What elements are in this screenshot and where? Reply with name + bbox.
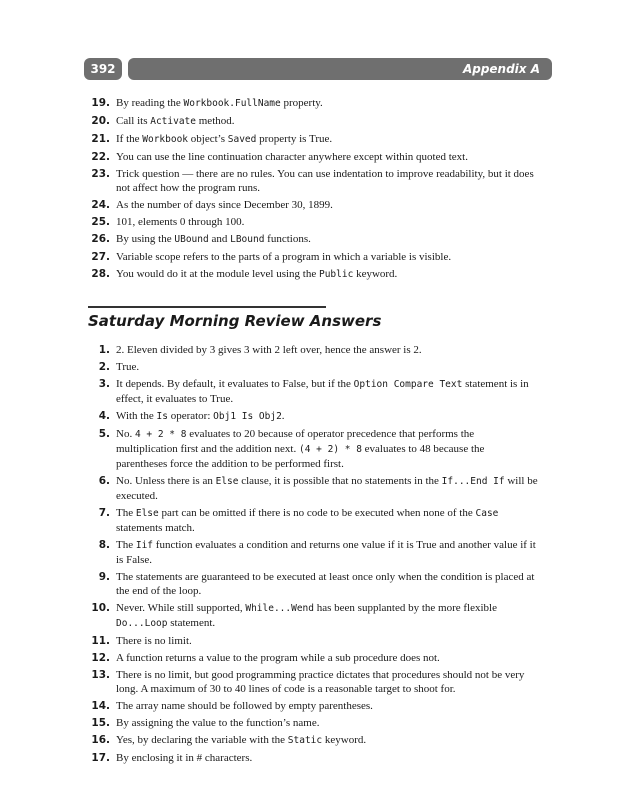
code-term: Else: [135, 508, 159, 519]
section-divider: [88, 306, 326, 308]
answer-item: [88, 716, 538, 730]
answer-text-segment: statement.: [167, 617, 216, 629]
answer-text: [116, 475, 538, 502]
answer-number: 27.: [91, 251, 110, 263]
answer-item: [88, 668, 538, 696]
answer-text-segment: You would do it at the module level using the: [116, 268, 319, 280]
answer-item: [88, 343, 538, 357]
answer-text: [116, 428, 484, 470]
answer-item: [88, 474, 538, 503]
answer-text: [116, 700, 373, 712]
answer-text-segment: There is no limit.: [116, 635, 192, 647]
answer-item: [88, 198, 538, 212]
answer-text-segment: evaluates to 20 because of operator precedence that performs the multiplication first and the addition next.: [116, 428, 475, 455]
answer-text: [116, 268, 397, 280]
answer-text-segment: The array name should be followed by empty parentheses.: [116, 700, 373, 712]
answer-text-segment: property is True.: [256, 133, 333, 145]
code-term: Do...Loop: [116, 618, 168, 629]
answer-text: [116, 734, 366, 746]
answer-text-segment: Yes, by declaring the variable with the: [116, 734, 288, 746]
answer-text-segment: clause, it is possible that no statements in the: [238, 475, 442, 487]
answer-item: [88, 215, 538, 229]
answer-item: [88, 699, 538, 713]
answer-number: 26.: [91, 233, 110, 245]
answer-number: 13.: [91, 669, 110, 681]
answer-number: 21.: [91, 133, 110, 145]
answer-text-segment: By reading the: [116, 97, 184, 109]
answer-text-segment: There is no limit, but good programming practice dictates that procedures should not be very long. A maximum of 30 to 40 lines of code is a reasonable target to shoot for.: [116, 669, 525, 695]
answer-number: 3.: [98, 378, 110, 390]
code-term: Obj1 Is Obj2: [213, 411, 282, 422]
answer-number: 7.: [98, 507, 110, 519]
code-term: (4 + 2) * 8: [299, 444, 362, 455]
answer-text-segment: object’s: [188, 133, 228, 145]
code-term: Iif: [135, 540, 154, 551]
answer-text: [116, 652, 440, 664]
answer-item: [88, 360, 538, 374]
answer-text-segment: As the number of days since December 30, 1899.: [116, 199, 333, 211]
answer-text: [116, 168, 534, 194]
answer-text: [116, 361, 139, 373]
answer-text-segment: will be executed.: [116, 475, 538, 502]
answer-number: 25.: [91, 216, 110, 228]
answer-text-segment: statement is in effect, it evaluates to True.: [116, 378, 529, 405]
answer-text-segment: part can be omitted if there is no code to be executed when none of the: [158, 507, 476, 519]
answer-text-segment: evaluates to 48 because the parentheses force the addition to be performed first.: [116, 443, 485, 470]
answer-item: [88, 132, 538, 147]
answer-item: [88, 733, 538, 748]
answer-item: [88, 538, 538, 567]
answer-text: [116, 669, 524, 695]
answer-text-segment: The statements are guaranteed to be executed at least once only when the condition is placed at the end of the loop.: [116, 571, 535, 597]
code-term: Saved: [227, 134, 257, 145]
answer-text: [116, 635, 192, 647]
answer-text-segment: 101, elements 0 through 100.: [116, 216, 245, 228]
answer-text: [116, 115, 235, 127]
answer-number: 9.: [98, 571, 110, 583]
answer-text-segment: It depends. By default, it evaluates to False, but if the: [116, 378, 354, 390]
answer-text-segment: Trick question — there are no rules. You can use indentation to improve readability, but it does not affect how the program runs.: [116, 168, 534, 194]
answer-number: 12.: [91, 652, 110, 664]
answer-item: [88, 167, 538, 195]
code-term: 4 + 2 * 8: [134, 429, 187, 440]
answer-number: 10.: [91, 602, 110, 614]
answer-text-segment: A function returns a value to the program while a sub procedure does not.: [116, 652, 440, 664]
answer-item: [88, 150, 538, 164]
answer-text: [116, 717, 319, 729]
answer-text: [116, 602, 497, 629]
answer-text: [116, 151, 468, 163]
answer-item: [88, 250, 538, 264]
answer-text-segment: statements match.: [116, 522, 195, 534]
answer-number: 8.: [98, 539, 110, 551]
answer-text-segment: True.: [116, 361, 140, 373]
answer-number: 5.: [98, 428, 110, 440]
answer-text-segment: You can use the line continuation character anywhere except within quoted text.: [116, 151, 468, 163]
code-term: If...End If: [441, 476, 505, 487]
answer-text-segment: operator:: [167, 410, 214, 422]
answer-number: 2.: [98, 361, 110, 373]
section-title: Saturday Morning Review Answers: [88, 312, 382, 330]
code-term: Case: [475, 508, 499, 519]
chapter-title: Appendix A: [128, 58, 552, 80]
answer-number: 20.: [91, 115, 110, 127]
answer-text-segment: has been supplanted by the more flexible: [313, 602, 497, 614]
answer-text-segment: No.: [116, 428, 135, 440]
answer-text: [116, 233, 311, 245]
answer-number: 11.: [91, 635, 110, 647]
answer-text-segment: Variable scope refers to the parts of a program in which a variable is visible.: [116, 251, 452, 263]
answer-list-1: [88, 96, 538, 285]
code-term: LBound: [230, 234, 265, 245]
answer-text-segment: The: [116, 539, 136, 551]
answer-list-2: [88, 343, 538, 768]
answer-text-segment: The: [116, 507, 136, 519]
code-term: Workbook.FullName: [183, 98, 281, 109]
answer-text-segment: method.: [196, 115, 235, 127]
answer-text: [116, 507, 498, 534]
answer-text-segment: With the: [116, 410, 157, 422]
answer-text: [116, 539, 536, 566]
answer-text-segment: Call its: [116, 115, 151, 127]
code-term: Is: [156, 411, 168, 422]
answer-text-segment: By assigning the value to the function’s name.: [116, 717, 320, 729]
answer-text: [116, 410, 285, 422]
answer-item: [88, 751, 538, 765]
answer-text: [116, 752, 252, 764]
answer-number: 1.: [98, 344, 110, 356]
answer-text-segment: 2. Eleven divided by 3 gives 3 with 2 left over, hence the answer is 2.: [116, 344, 422, 356]
answer-number: 19.: [91, 97, 110, 109]
answer-number: 28.: [91, 268, 110, 280]
answer-number: 23.: [91, 168, 110, 180]
answer-item: [88, 96, 538, 111]
answer-number: 14.: [91, 700, 110, 712]
page-header: [84, 58, 552, 80]
answer-number: 16.: [91, 734, 110, 746]
answer-item: [88, 427, 538, 471]
answer-text: [116, 251, 451, 263]
code-term: Workbook: [142, 134, 189, 145]
answer-item: [88, 377, 538, 406]
code-term: Else: [215, 476, 239, 487]
code-term: Static: [287, 735, 323, 746]
answer-text: [116, 97, 323, 109]
answer-number: 17.: [91, 752, 110, 764]
code-term: Public: [318, 269, 354, 280]
answer-item: [88, 651, 538, 665]
answer-text: [116, 571, 534, 597]
answer-text-segment: and: [208, 233, 231, 245]
answer-text-segment: keyword.: [322, 734, 367, 746]
answer-text-segment: By enclosing it in # characters.: [116, 752, 253, 764]
code-term: While...Wend: [245, 603, 314, 614]
page-number: 392: [84, 58, 122, 80]
code-term: Activate: [150, 116, 196, 127]
answer-item: [88, 409, 538, 424]
answer-item: [88, 114, 538, 129]
answer-item: [88, 634, 538, 648]
answer-text-segment: No. Unless there is an: [116, 475, 216, 487]
answer-text: [116, 216, 244, 228]
answer-text-segment: If the: [116, 133, 143, 145]
answer-text-segment: function evaluates a condition and returns one value if it is True and another value if it is False.: [116, 539, 536, 566]
answer-text-segment: property.: [280, 97, 323, 109]
answer-text: [116, 199, 333, 211]
answer-number: 15.: [91, 717, 110, 729]
code-term: UBound: [174, 234, 209, 245]
answer-number: 24.: [91, 199, 110, 211]
answer-text-segment: .: [281, 410, 285, 422]
answer-item: [88, 267, 538, 282]
answer-text: [116, 133, 332, 145]
answer-text-segment: functions.: [264, 233, 311, 245]
answer-item: [88, 506, 538, 535]
code-term: Option Compare Text: [353, 379, 463, 390]
answer-text-segment: Never. While still supported,: [116, 602, 246, 614]
answer-text: [116, 378, 529, 405]
answer-number: 4.: [98, 410, 110, 422]
answer-number: 6.: [98, 475, 110, 487]
answer-item: [88, 232, 538, 247]
answer-number: 22.: [91, 151, 110, 163]
answer-text-segment: keyword.: [353, 268, 398, 280]
answer-item: [88, 601, 538, 631]
answer-text: [116, 344, 422, 356]
answer-item: [88, 570, 538, 598]
answer-text-segment: By using the: [116, 233, 175, 245]
